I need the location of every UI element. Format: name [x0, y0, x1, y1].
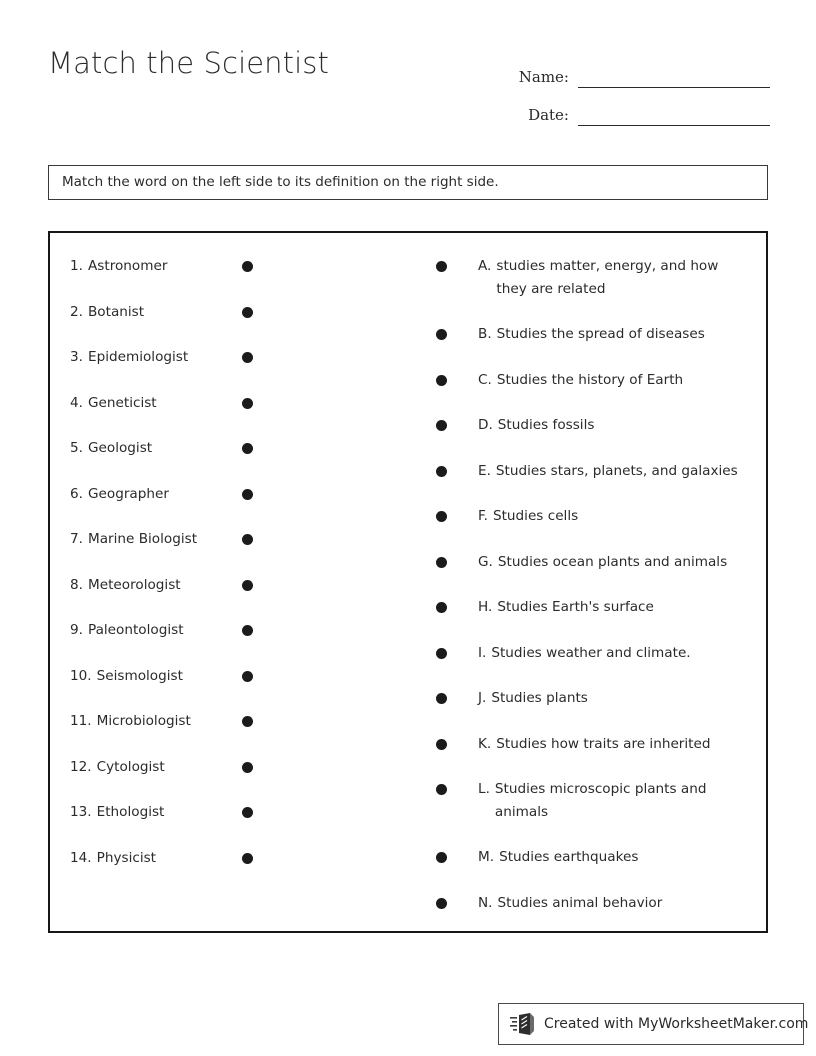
definition-text [478, 733, 748, 756]
definition-row [436, 369, 748, 392]
term-text [66, 756, 228, 779]
definition-letter: L. [478, 781, 490, 797]
matching-columns [50, 233, 766, 931]
definition-text [478, 846, 748, 869]
term-text [66, 619, 228, 642]
definition-label: Studies plants [491, 690, 588, 706]
term-match-dot[interactable] [242, 671, 253, 682]
term-text [66, 847, 228, 870]
definition-letter: I. [478, 644, 487, 661]
term-match-dot[interactable] [242, 443, 253, 454]
term-text [66, 437, 228, 460]
definition-text [478, 369, 748, 392]
date-input-line[interactable] [578, 124, 770, 126]
term-label: Meteorologist [87, 576, 181, 593]
definition-row [436, 846, 748, 869]
term-row [66, 756, 286, 779]
term-match-dot[interactable] [242, 853, 253, 864]
term-label: Astronomer [87, 258, 168, 274]
definition-label: Studies earthquakes [499, 849, 639, 865]
term-number: 1. [70, 258, 83, 274]
term-match-dot[interactable] [242, 534, 253, 545]
definition-label: Studies the history of Earth [496, 371, 684, 388]
definition-label: Studies weather and climate. [491, 644, 691, 661]
definition-match-dot[interactable] [436, 739, 447, 750]
term-match-dot[interactable] [242, 261, 253, 272]
term-row [66, 665, 286, 688]
definition-match-dot[interactable] [436, 602, 447, 613]
date-row [500, 88, 770, 126]
terms-column [66, 255, 286, 892]
term-row [66, 710, 286, 733]
term-label: Ethologist [96, 804, 165, 820]
term-label: Geographer [87, 485, 169, 502]
definition-row [436, 733, 748, 756]
definition-label: Studies ocean plants and animals [497, 553, 728, 570]
term-text [66, 255, 228, 278]
term-match-dot[interactable] [242, 716, 253, 727]
definition-label: Studies microscopic plants and animals [494, 781, 707, 820]
definition-text [478, 687, 748, 710]
definition-letter: H. [478, 599, 493, 615]
term-row [66, 301, 286, 324]
definition-row [436, 687, 748, 710]
definition-letter: J. [478, 690, 487, 706]
term-number: 4. [70, 394, 83, 411]
definition-row [436, 460, 748, 483]
term-row [66, 528, 286, 551]
term-text [66, 528, 228, 551]
term-number: 5. [70, 440, 83, 456]
term-row [66, 574, 286, 597]
definition-text [478, 323, 748, 346]
definition-label: Studies how traits are inherited [496, 735, 711, 752]
matching-exercise-box [48, 231, 768, 933]
term-number: 11. [70, 713, 92, 729]
date-label: Date: [528, 106, 569, 124]
definition-letter: B. [478, 326, 492, 342]
term-number: 2. [70, 303, 83, 320]
definition-match-dot[interactable] [436, 420, 447, 431]
term-label: Geologist [87, 440, 153, 456]
definition-row [436, 892, 748, 915]
term-number: 7. [70, 531, 83, 547]
term-number: 8. [70, 576, 83, 593]
definition-row [436, 551, 748, 574]
term-row [66, 255, 286, 278]
definition-row [436, 778, 748, 823]
term-label: Seismologist [96, 667, 183, 684]
name-input-line[interactable] [578, 86, 770, 88]
definition-letter: K. [478, 735, 492, 752]
term-match-dot[interactable] [242, 580, 253, 591]
definition-label: Studies stars, planets, and galaxies [495, 462, 738, 479]
definition-match-dot[interactable] [436, 784, 447, 795]
page-title: Match the Scientist [48, 46, 329, 80]
definition-match-dot[interactable] [436, 466, 447, 477]
definition-letter: E. [478, 462, 491, 479]
definition-text [478, 505, 748, 528]
definition-letter: G. [478, 553, 493, 570]
definition-row [436, 255, 748, 300]
definition-match-dot[interactable] [436, 557, 447, 568]
definition-row [436, 596, 748, 619]
term-row [66, 847, 286, 870]
term-number: 10. [70, 667, 92, 684]
definition-letter: N. [478, 894, 493, 911]
name-label: Name: [518, 68, 569, 86]
term-label: Paleontologist [87, 622, 184, 638]
definition-text [478, 596, 748, 619]
definition-label: studies matter, energy, and how they are related [496, 258, 719, 297]
definition-match-dot[interactable] [436, 648, 447, 659]
term-text [66, 301, 228, 324]
term-match-dot[interactable] [242, 625, 253, 636]
term-text [66, 483, 228, 506]
term-number: 14. [70, 849, 92, 866]
definition-letter: D. [478, 417, 493, 433]
definition-match-dot[interactable] [436, 852, 447, 863]
worksheet-header [0, 0, 816, 140]
term-number: 9. [70, 622, 83, 638]
definition-label: Studies Earth's surface [497, 599, 654, 615]
term-number: 13. [70, 804, 92, 820]
definition-text [478, 551, 748, 574]
term-match-dot[interactable] [242, 398, 253, 409]
definition-letter: A. [478, 258, 492, 274]
definition-text [478, 892, 748, 915]
definition-row [436, 414, 748, 437]
definition-text [478, 642, 748, 665]
definition-match-dot[interactable] [436, 693, 447, 704]
definition-text [478, 460, 748, 483]
term-text [66, 574, 228, 597]
definition-label: Studies fossils [497, 417, 595, 433]
definition-row [436, 505, 748, 528]
definitions-column [436, 255, 748, 937]
definition-text [478, 414, 748, 437]
term-label: Cytologist [96, 758, 165, 775]
name-date-block [500, 50, 770, 126]
term-text [66, 801, 228, 824]
term-match-dot[interactable] [242, 489, 253, 500]
term-text [66, 710, 228, 733]
definition-label: Studies animal behavior [497, 894, 663, 911]
instructions-text: Match the word on the left side to its definition on the right side. [62, 174, 499, 191]
definition-text [478, 255, 748, 300]
worksheet-maker-logo-icon [510, 1012, 536, 1036]
term-match-dot[interactable] [242, 762, 253, 773]
instructions-box [48, 165, 768, 200]
term-text [66, 392, 228, 415]
definition-label: Studies the spread of diseases [496, 326, 705, 342]
term-row [66, 437, 286, 460]
term-number: 3. [70, 349, 83, 365]
definition-match-dot[interactable] [436, 329, 447, 340]
term-text [66, 346, 228, 369]
term-number: 12. [70, 758, 92, 775]
definition-match-dot[interactable] [436, 898, 447, 909]
term-row [66, 483, 286, 506]
term-label: Botanist [87, 303, 145, 320]
term-match-dot[interactable] [242, 307, 253, 318]
term-row [66, 392, 286, 415]
definition-text [478, 778, 748, 823]
definition-match-dot[interactable] [436, 511, 447, 522]
term-match-dot[interactable] [242, 352, 253, 363]
definition-row [436, 642, 748, 665]
term-label: Physicist [96, 849, 157, 866]
definition-match-dot[interactable] [436, 375, 447, 386]
definition-label: Studies cells [492, 508, 579, 524]
term-label: Epidemiologist [87, 349, 189, 365]
term-label: Microbiologist [96, 713, 191, 729]
term-number: 6. [70, 485, 83, 502]
definition-letter: M. [478, 849, 495, 865]
footer-badge-text: Created with MyWorksheetMaker.com [544, 1016, 809, 1032]
term-text [66, 665, 228, 688]
term-label: Marine Biologist [87, 531, 198, 547]
definition-match-dot[interactable] [436, 261, 447, 272]
term-label: Geneticist [87, 394, 157, 411]
term-row [66, 801, 286, 824]
term-match-dot[interactable] [242, 807, 253, 818]
definition-row [436, 323, 748, 346]
definition-letter: F. [478, 508, 488, 524]
footer-attribution-badge[interactable] [498, 1003, 809, 1045]
term-row [66, 619, 286, 642]
name-row [500, 50, 770, 88]
term-row [66, 346, 286, 369]
definition-letter: C. [478, 371, 492, 388]
